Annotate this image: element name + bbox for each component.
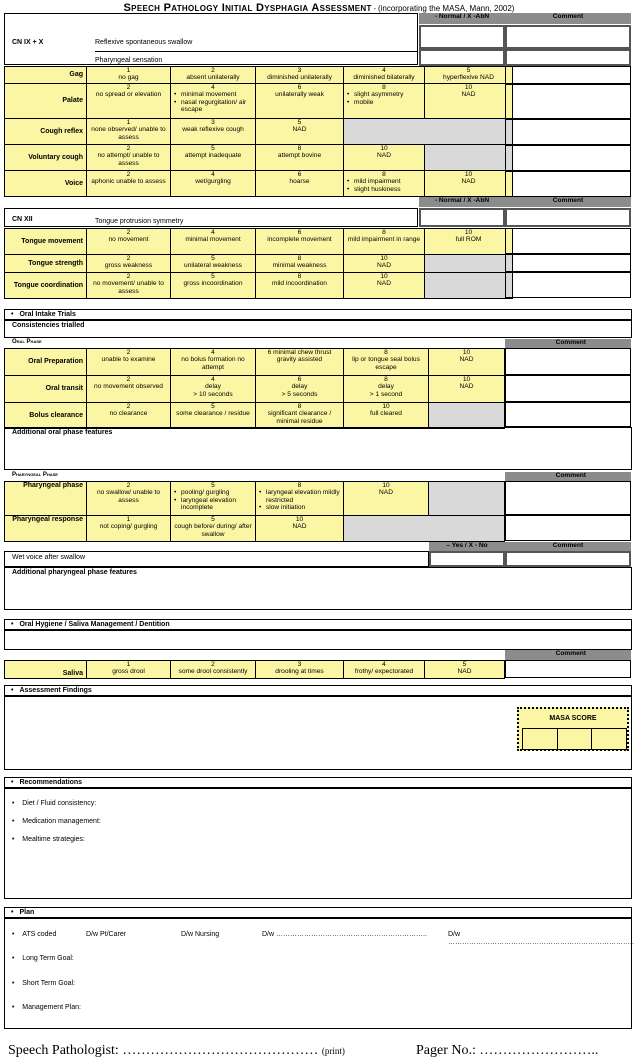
tmove-cell[interactable]: 4 minimal movement [171,229,256,255]
gag-cell[interactable]: 2 absent unilaterally [171,67,256,84]
oral-phase-table [4,348,505,429]
tmove-label: Tongue movement [5,229,87,255]
oral-phase-heading: Oral Phase [12,339,42,345]
otrans-label: Oral transit [5,376,87,403]
otrans-cell[interactable]: 6 delay > 5 seconds [256,376,344,403]
phresp-label: Pharyngeal response [5,516,87,542]
tmove-cell[interactable]: 10 full ROM [425,229,513,255]
pharyngeal-phase-heading: Pharyngeal Phase [12,472,58,478]
tcoord-comment[interactable] [505,272,631,298]
tstr-cell[interactable]: 2 gross weakness [87,255,171,273]
oprep-cell[interactable]: 4 no bolus formation no attempt [171,349,256,376]
consistencies-label: Consistencies trialled [12,322,85,329]
voice-cell[interactable]: 8 • mild impairment • slight huskiness [344,171,425,197]
dw-nursing: D/w Nursing [181,931,220,938]
footer [8,1043,628,1059]
bolus-row [5,403,505,429]
bolus-empty [429,403,505,429]
oprep-cell[interactable]: 8 lip or tongue seal bolus escape [344,349,429,376]
otrans-row [5,376,505,403]
vcough-comment[interactable] [505,145,631,171]
phar-cell[interactable]: 5 • pooling/ gurgling • laryngeal elevation incomplete [171,482,256,516]
speech-pathologist-field[interactable]: Speech Pathologist: …………………………………… [8,1043,319,1058]
tcoord-cell[interactable]: 5 gross incoordination [171,273,256,299]
vcough-empty [425,145,513,171]
phresp-cell[interactable]: 1 not coping/ gurgling [87,516,171,542]
recommendations-box[interactable] [4,788,632,899]
plan-item: • Long Term Goal: [12,955,74,962]
palate-comment[interactable] [505,84,631,119]
gag-comment[interactable] [505,66,631,84]
masa-score-field[interactable] [592,729,626,749]
oprep-cell[interactable]: 2 unable to examine [87,349,171,376]
tstr-label: Tongue strength [5,255,87,273]
voice-row [5,171,513,197]
tmove-row [5,229,513,255]
phar-row [5,482,505,516]
tstr-comment[interactable] [505,254,631,272]
plan-item: • Short Term Goal: [12,980,76,987]
tmove-comment[interactable] [505,228,631,254]
phar-cell[interactable]: 2 no swallow/ unable to assess [87,482,171,516]
cn12-label: CN XII [12,216,33,223]
saliva-comment[interactable] [505,660,631,678]
voice-cell[interactable]: 2 aphonic unable to assess [87,171,171,197]
palate-cell[interactable]: 10 NAD [425,84,513,119]
bolus-cell[interactable]: 10 full cleared [344,403,429,429]
comment-header-3: Comment [505,339,631,348]
otrans-cell[interactable]: 2 no movement observed [87,376,171,403]
saliva-cell[interactable]: 5 NAD [425,661,505,679]
cough-cell[interactable]: 3 weak reflexive cough [171,119,256,145]
oprep-cell[interactable]: 6 minimal chew thrust gravity assisted [256,349,344,376]
normal-abn-box-1[interactable] [419,25,505,49]
masa-score-field[interactable] [558,729,593,749]
normal-abn-header-2: - Normal / X -AbN [419,197,505,207]
plan-section: • Plan [4,907,632,918]
tcoord-row [5,273,513,299]
phar-cell[interactable]: 8 • laryngeal elevation mildly restricted • slow initiation [256,482,344,516]
phar-comment[interactable] [505,481,631,515]
palate-cell[interactable]: 8 • slight asymmetry • mobile [344,84,425,119]
cough-empty [344,119,513,145]
vcough-label: Voluntary cough [5,145,87,171]
ats-coded: • ATS coded [12,931,57,938]
rec-item: • Medication management: [12,818,101,825]
bolus-comment[interactable] [505,402,631,427]
voice-label: Voice [5,171,87,197]
tstr-row [5,255,513,273]
gag-cell[interactable]: 5 hyperflexive NAD [425,67,513,84]
tcoord-label: Tongue coordination [5,273,87,299]
tcoord-cell[interactable]: 2 no movement/ unable to assess [87,273,171,299]
comment-box-3[interactable] [505,208,631,227]
tstr-cell[interactable]: 8 minimal weakness [256,255,344,273]
vcough-cell[interactable]: 5 attempt inadequate [171,145,256,171]
normal-abn-header: - Normal / X -AbN [419,13,505,24]
tstr-cell[interactable]: 10 NAD [344,255,425,273]
dw-other-1: D/w ……………………………………………………….. [262,931,427,938]
oral-hygiene-section: • Oral Hygiene / Saliva Management / Dentition [4,619,632,630]
tcoord-cell[interactable]: 10 NAD [344,273,425,299]
wet-voice-label: Wet voice after swallow [12,554,86,561]
cn12-line: Tongue protrusion symmetry [95,218,184,225]
rec-item: • Mealtime strategies: [12,836,85,843]
assessment-section: • Assessment Findings [4,685,632,696]
additional-pharyngeal-label: Additional pharyngeal phase features [12,569,137,576]
phar-label: Pharyngeal phase [5,482,87,516]
masa-score-field[interactable] [523,729,558,749]
gag-cell[interactable]: 4 diminished bilaterally [344,67,425,84]
rec-item: • Diet / Fluid consistency: [12,800,97,807]
phresp-comment[interactable] [505,515,631,541]
palate-label: Palate [5,84,87,119]
phresp-empty [344,516,505,542]
wet-voice-comment[interactable] [505,551,631,567]
cn9-line-1: Reflexive spontaneous swallow [95,39,418,52]
comment-box-1[interactable] [505,25,631,49]
pager-field[interactable]: Pager No.: …………………….. [416,1043,599,1058]
oprep-row [5,349,505,376]
phresp-cell[interactable]: 10 NAD [256,516,344,542]
oprep-cell[interactable]: 10 NAD [429,349,505,376]
saliva-table [4,660,505,679]
bolus-cell[interactable]: 2 no clearance [87,403,171,429]
vcough-cell[interactable]: 2 no attempt/ unable to assess [87,145,171,171]
gag-cell[interactable]: 1 no gag [87,67,171,84]
voice-comment[interactable] [505,171,631,197]
saliva-cell[interactable]: 4 frothy/ expectorated [344,661,425,679]
dw-pt-carer: D/w Pt/Carer [86,931,127,938]
tcoord-empty [425,273,513,299]
bolus-label: Bolus clearance [5,403,87,429]
voice-cell[interactable]: 10 NAD [425,171,513,197]
masa-score-box [517,707,629,751]
vcough-cell[interactable]: 8 attempt bovine [256,145,344,171]
cough-label: Cough reflex [5,119,87,145]
palate-row [5,84,513,119]
wet-voice-yes-no[interactable] [429,551,505,567]
plan-item: • Management Plan: [12,1004,81,1011]
yes-no-header: – Yes / X - No [429,542,505,551]
cough-comment[interactable] [505,119,631,145]
masa-score-label: MASA SCORE [549,715,597,722]
palate-cell[interactable]: 2 no spread or elevation [87,84,171,119]
comment-header-2: Comment [505,197,631,207]
pharyngeal-table [4,481,505,542]
saliva-label: Saliva [5,661,87,679]
otrans-comment[interactable] [505,375,631,402]
cn9-line-2: Pharyngeal sensation [95,57,163,64]
normal-abn-box-3[interactable] [419,208,505,227]
cn12-block [4,208,418,227]
oprep-label: Oral Preparation [5,349,87,376]
phresp-row [5,516,505,542]
additional-oral-label: Additional oral phase features [12,429,113,436]
vcough-cell[interactable]: 10 NAD [344,145,425,171]
cn12-score-table [4,228,513,299]
tstr-cell[interactable]: 5 unilateral weakness [171,255,256,273]
cough-row [5,119,513,145]
palate-cell[interactable]: 6 unilaterally weak [256,84,344,119]
bolus-cell[interactable]: 5 some clearance / residue [171,403,256,429]
print-label: (print) [321,1046,345,1056]
otrans-cell[interactable]: 8 delay > 1 second [344,376,429,403]
vcough-row [5,145,513,171]
tmove-cell[interactable]: 2 no movement [87,229,171,255]
cough-cell[interactable]: 1 none observed/ unable to assess [87,119,171,145]
cn9-label: CN IX + X [12,39,44,46]
tmove-cell[interactable]: 6 incomplete movement [256,229,344,255]
comment-header: Comment [505,13,631,24]
recommendations-section: • Recommendations [4,777,632,788]
phar-cell[interactable]: 10 NAD [344,482,429,516]
saliva-row [5,661,505,679]
tcoord-cell[interactable]: 8 mild incoordination [256,273,344,299]
cn9-score-table [4,66,513,197]
oprep-comment[interactable] [505,348,631,375]
gag-cell[interactable]: 3 diminished unilaterally [256,67,344,84]
voice-cell[interactable]: 6 hoarse [256,171,344,197]
dw-other-2: D/w …………………………………………………………………….. [448,931,634,947]
cough-cell[interactable]: 5 NAD [256,119,344,145]
oral-hygiene-box[interactable] [4,630,632,650]
comment-header-5: Comment [505,542,631,551]
saliva-cell[interactable]: 3 drooling at times [256,661,344,679]
masa-score-fields [522,728,627,750]
tmove-cell[interactable]: 8 mild impairment in range [344,229,425,255]
comment-header-4: Comment [505,472,631,481]
normal-abn-box-2[interactable] [419,49,505,66]
palate-cell[interactable]: 4 • minimal movement • nasal regurgitation/ air escape [171,84,256,119]
comment-box-2[interactable] [505,49,631,66]
bolus-cell[interactable]: 8 significant clearance / minimal residue [256,403,344,429]
page-title: Speech Pathology Initial Dysphagia Assessment - (incorporating the MASA, Mann, 2002) [123,2,515,14]
oral-intake-section: • Oral Intake Trials [4,309,632,320]
phar-empty [429,482,505,516]
voice-cell[interactable]: 4 wet/gurgling [171,171,256,197]
otrans-cell[interactable]: 4 delay > 10 seconds [171,376,256,403]
saliva-cell[interactable]: 2 some drool consistently [171,661,256,679]
otrans-cell[interactable]: 10 NAD [429,376,505,403]
saliva-cell[interactable]: 1 gross drool [87,661,171,679]
gag-label: Gag [5,67,87,84]
phresp-cell[interactable]: 5 cough before/ during/ after swallow [171,516,256,542]
gag-row [5,67,513,84]
comment-header-6: Comment [505,650,631,660]
tstr-empty [425,255,513,273]
consistencies-box[interactable] [4,320,632,338]
